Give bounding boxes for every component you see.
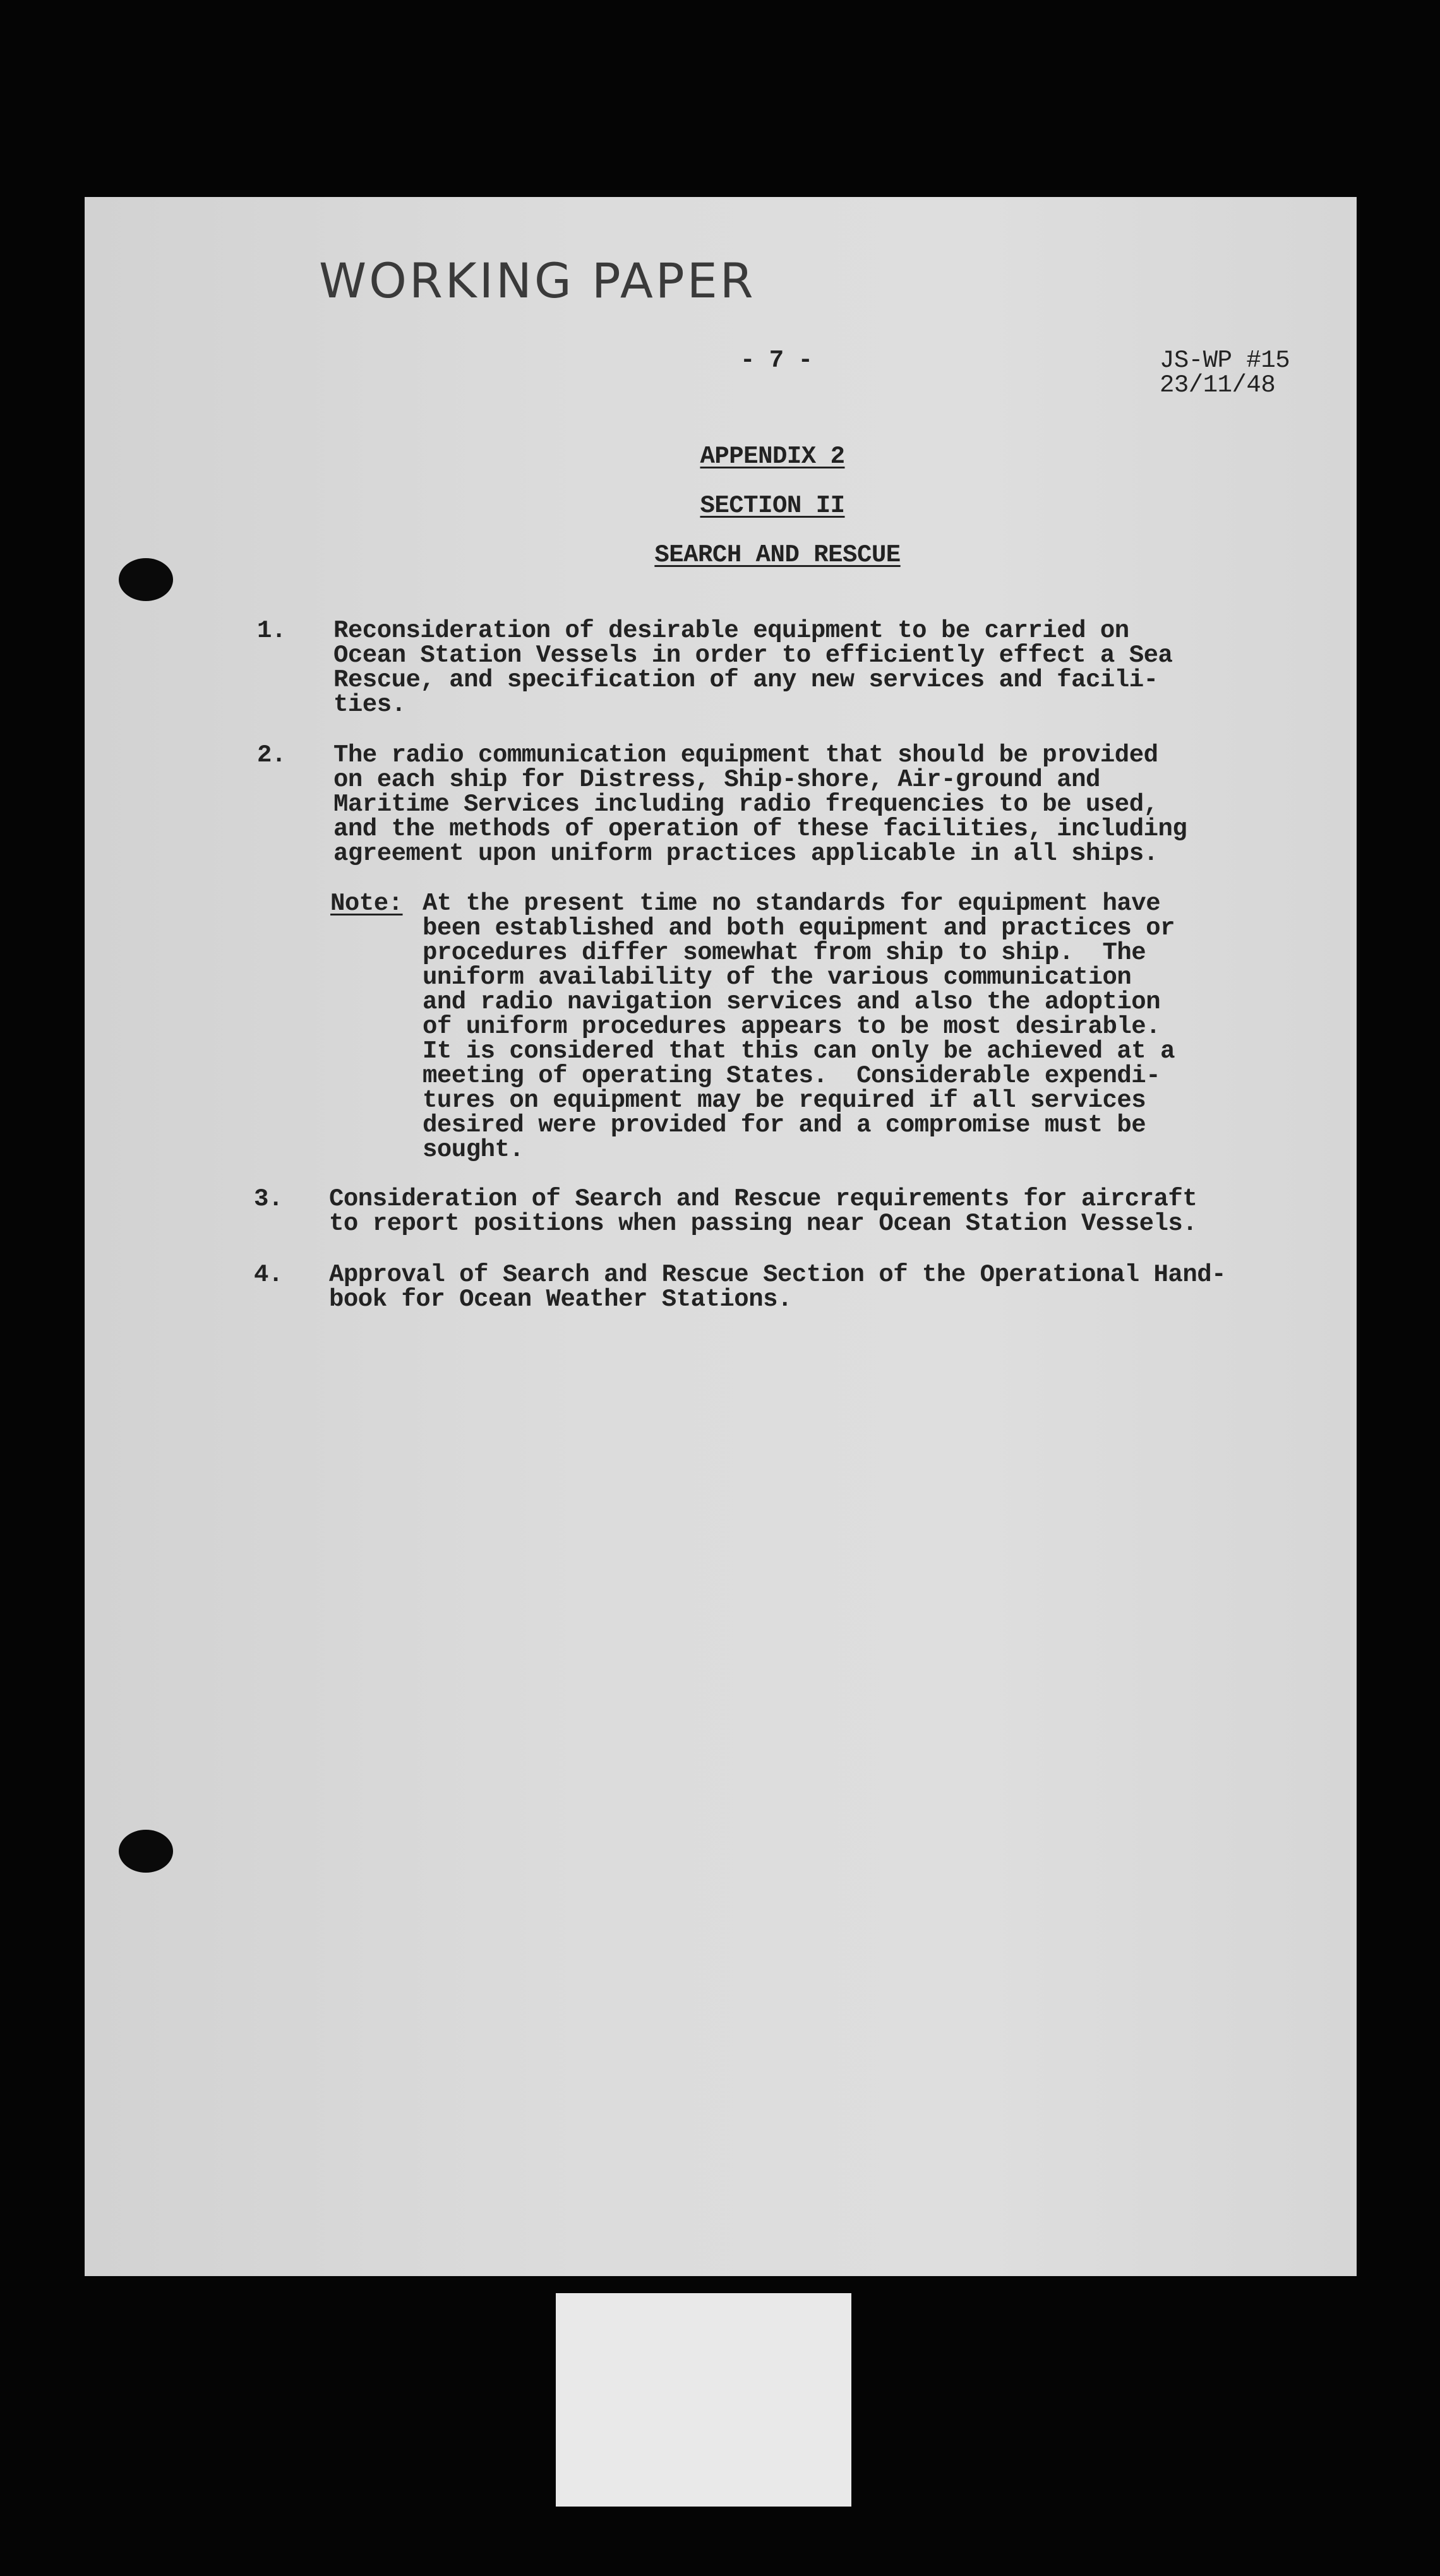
note-line: and radio navigation services and also the adoption: [423, 988, 1161, 1016]
note-line: been established and both equipment and practices or: [423, 914, 1175, 942]
item-line: Maritime Services including radio frequencies to be used,: [333, 790, 1158, 818]
note-line: sought.: [423, 1136, 524, 1164]
item-line: Rescue, and specification of any new services and facili-: [333, 666, 1158, 694]
item-line: Ocean Station Vessels in order to efficiently effect a Sea: [333, 641, 1173, 669]
item-line: Approval of Search and Rescue Section of the Operational Hand-: [329, 1261, 1227, 1289]
section-title: SECTION II: [700, 492, 845, 520]
note-label: Note:: [330, 890, 403, 917]
note-line: uniform availability of the various communication: [423, 963, 1132, 991]
item-line: on each ship for Distress, Ship-shore, Air-ground and: [333, 766, 1100, 794]
list-item: [329, 1263, 1226, 1312]
note-line: of uniform procedures appears to be most desirable.: [423, 1013, 1161, 1041]
item-line: The radio communication equipment that should be provided: [333, 741, 1158, 769]
item-number: 3.: [254, 1185, 283, 1213]
appendix-title: APPENDIX 2: [700, 443, 845, 470]
note-line: desired were provided for and a compromise must be: [423, 1111, 1146, 1139]
list-item: [333, 743, 1187, 866]
item-line: Reconsideration of desirable equipment to be carried on: [333, 617, 1129, 645]
note-line: tures on equipment may be required if all services: [423, 1087, 1146, 1114]
document-reference: JS-WP #15: [1160, 347, 1290, 374]
page-number: - 7 -: [740, 347, 813, 374]
note-text: [423, 891, 1175, 1162]
note-line: It is considered that this can only be achieved at a: [423, 1037, 1175, 1065]
note-line: meeting of operating States. Considerable expendi-: [423, 1062, 1161, 1090]
blank-target-card: [556, 2293, 851, 2507]
subject-title: SEARCH AND RESCUE: [654, 541, 901, 569]
item-number: 4.: [254, 1261, 283, 1289]
punch-hole: [119, 558, 173, 601]
item-line: agreement upon uniform practices applicable in all ships.: [333, 840, 1158, 868]
item-line: ties.: [333, 691, 406, 719]
item-line: and the methods of operation of these facilities, including: [333, 815, 1187, 843]
item-line: book for Ocean Weather Stations.: [329, 1285, 792, 1313]
item-line: Consideration of Search and Rescue requirements for aircraft: [329, 1185, 1197, 1213]
item-line: to report positions when passing near Ocean Station Vessels.: [329, 1210, 1197, 1237]
list-item: [333, 619, 1172, 717]
item-number: 2.: [257, 741, 286, 769]
document-date: 23/11/48: [1160, 371, 1276, 399]
note-line: At the present time no standards for equipment have: [423, 890, 1161, 917]
note-line: procedures differ somewhat from ship to ship. The: [423, 939, 1146, 967]
punch-hole: [119, 1830, 173, 1873]
working-paper-stamp: WORKING PAPER: [319, 253, 756, 309]
item-number: 1.: [257, 617, 286, 645]
list-item: [329, 1187, 1197, 1236]
